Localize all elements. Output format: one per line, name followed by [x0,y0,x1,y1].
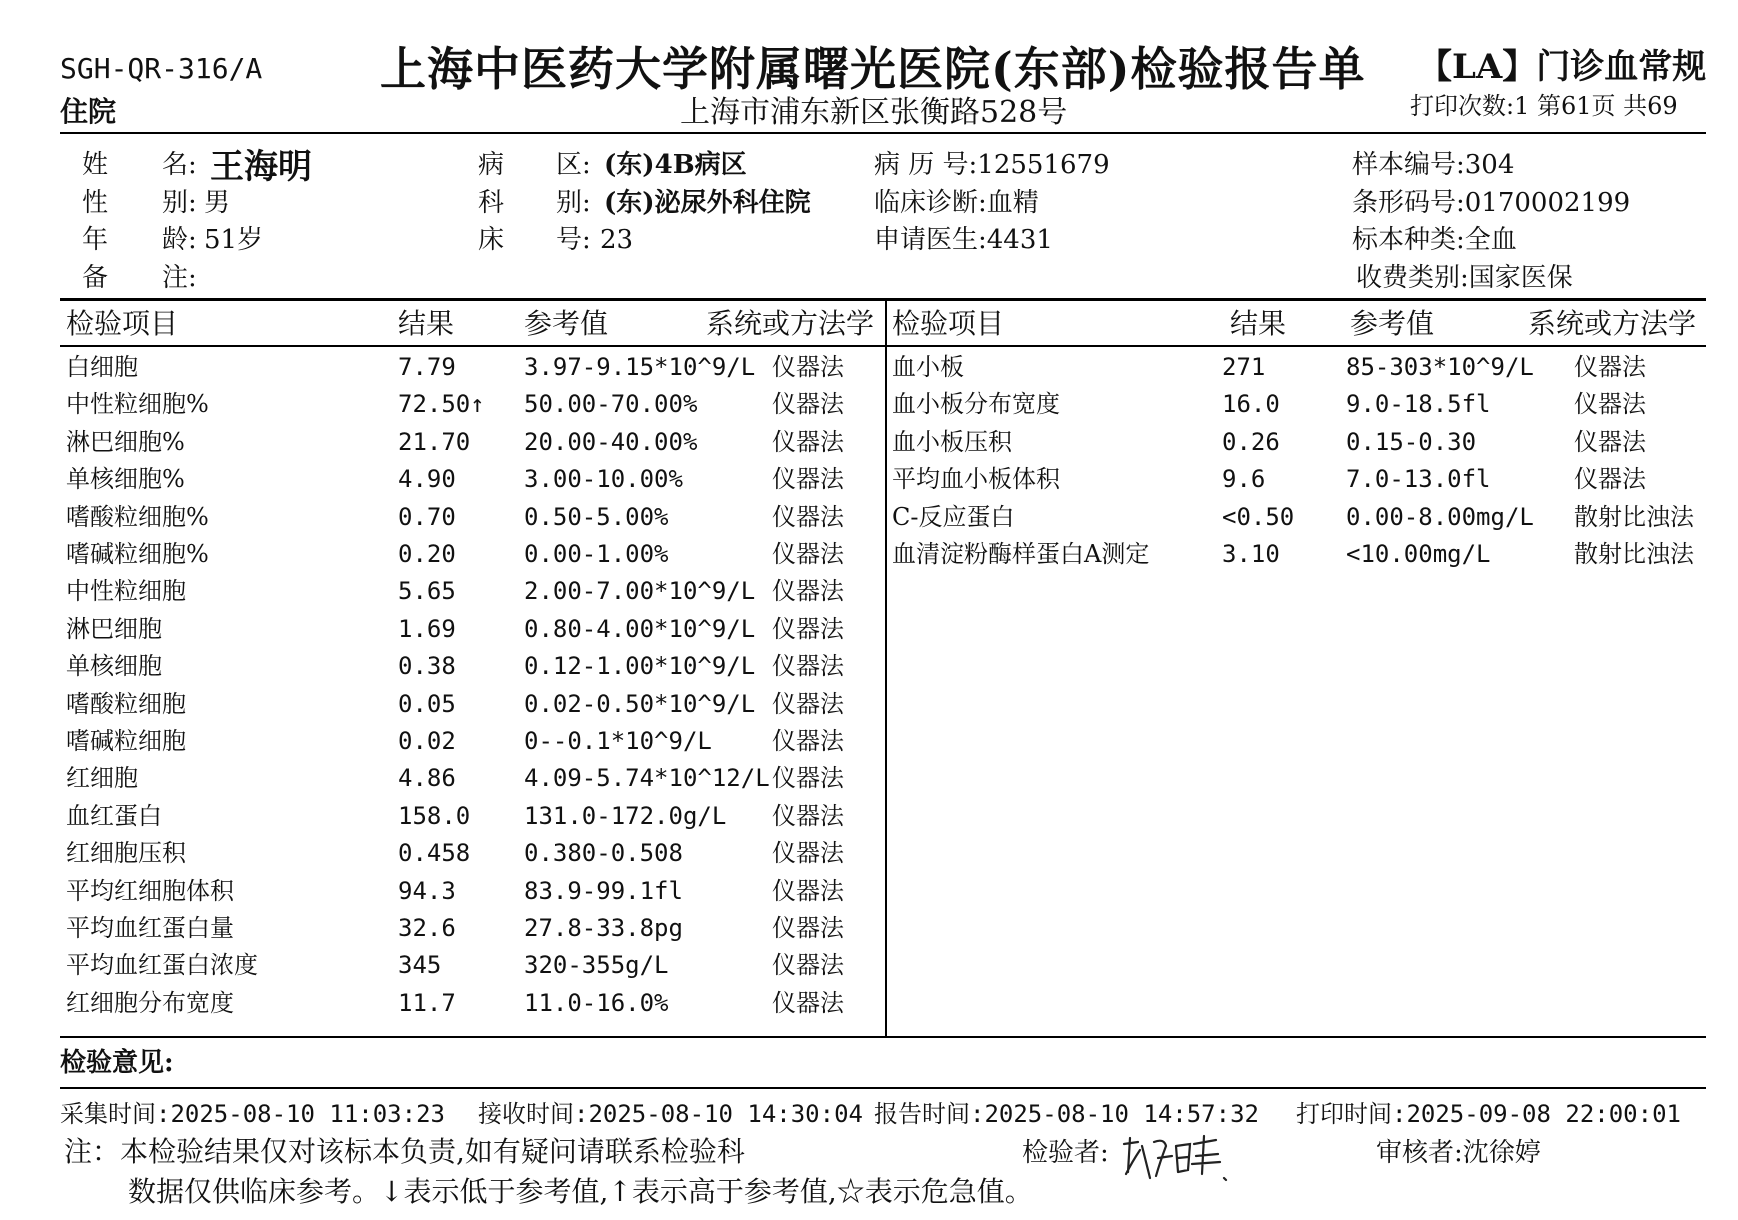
method: 仪器法 [1574,465,1646,494]
header-divider [60,132,1706,134]
method: 仪器法 [772,390,844,419]
method: 仪器法 [772,540,844,568]
result-value: 5.65 [398,577,456,606]
result-value: 0.458 [398,839,471,868]
item-name: 红细胞分布宽度 [66,988,234,1017]
reference-range: 0.80-4.00*10^9/L [524,614,756,643]
reference-range: 4.09-5.74*10^12/L [524,764,770,793]
medical-record-no: 病 历 号:12551679 [874,150,1110,180]
ward-label-2: 区: [556,150,591,180]
method: 仪器法 [772,577,844,606]
result-value: <0.50 [1222,502,1295,531]
reference-range: 0.12-1.00*10^9/L [524,652,756,681]
result-value: 0.05 [398,689,456,718]
method: 仪器法 [772,465,844,494]
patient-bed: 23 [600,225,634,255]
bed-label-2: 号: [556,225,591,255]
reference-range: 85-303*10^9/L [1346,353,1534,381]
header-item: 检验项目 [66,307,179,340]
method: 仪器法 [772,652,844,681]
patient-ward: (东)4B病区 [604,150,747,180]
method: 仪器法 [1574,353,1646,381]
report-type: 【LA】门诊血常规 [1418,47,1707,87]
reference-range: 3.97-9.15*10^9/L [524,353,756,381]
item-name: 单核细胞 [66,652,162,681]
item-name: 红细胞 [66,764,138,793]
report-title: 上海中医药大学附属曙光医院(东部)检验报告单 [380,42,1366,96]
collect-time: 采集时间:2025-08-10 11:03:23 [60,1100,445,1128]
method: 仪器法 [1574,427,1646,456]
item-name: 中性粒细胞 [66,577,186,606]
result-value: 9.6 [1222,465,1266,494]
name-label-2: 名: [162,150,197,180]
result-value: 16.0 [1222,390,1280,419]
result-value: 0.70 [398,502,456,531]
reference-range: 0.15-0.30 [1346,427,1477,456]
sex-label-2: 别: [162,188,197,218]
reference-range: 9.0-18.5fl [1346,390,1491,419]
reference-range: 320-355g/L [524,951,669,980]
clinical-diagnosis: 临床诊断:血精 [874,188,1039,218]
reference-range: 0.380-0.508 [524,839,683,868]
result-value: 0.20 [398,540,456,568]
reference-range: 0.02-0.50*10^9/L [524,689,756,718]
reference-range: 7.0-13.0fl [1346,465,1491,494]
reference-range: 3.00-10.00% [524,465,683,494]
item-name: C-反应蛋白 [892,502,1015,531]
table-header-divider [60,345,1706,347]
opinion-divider [60,1087,1706,1089]
item-name: 淋巴细胞 [66,614,162,643]
reference-range: 0--0.1*10^9/L [524,727,712,755]
result-value: 1.69 [398,614,456,643]
item-name: 白细胞 [66,353,138,381]
form-code: SGH-QR-316/A [60,52,263,85]
sex-label-1: 性 [82,188,109,218]
reference-range: 0.00-8.00mg/L [1346,502,1534,531]
method: 仪器法 [772,764,844,793]
result-value: 158.0 [398,801,471,830]
header-result: 结果 [1230,307,1287,340]
method: 仪器法 [772,727,844,755]
reference-range: 0.00-1.00% [524,540,669,568]
method: 散射比浊法 [1574,502,1694,531]
result-value: 7.79 [398,353,456,381]
result-value: 4.90 [398,465,456,494]
header-reference: 参考值 [524,307,609,340]
result-value: 0.38 [398,652,456,681]
barcode-number: 条形码号:0170002199 [1352,188,1631,218]
age-label-1: 年 [82,225,109,255]
method: 仪器法 [772,427,844,456]
opinion-label: 检验意见: [60,1048,174,1078]
fee-type: 收费类别:国家医保 [1356,263,1573,293]
item-name: 嗜碱粒细胞% [66,540,209,568]
header-method: 系统或方法学 [706,307,875,340]
ward-label-1: 病 [478,150,505,180]
result-value: 72.50↑ [398,390,485,419]
reference-range: 20.00-40.00% [524,427,698,456]
item-name: 嗜碱粒细胞 [66,727,186,755]
reference-range: 83.9-99.1fl [524,876,683,905]
method: 仪器法 [772,353,844,381]
result-value: 21.70 [398,427,471,456]
ward-type: 住院 [60,95,117,128]
method: 仪器法 [772,801,844,830]
result-value: 271 [1222,353,1266,381]
item-name: 血小板 [892,353,964,381]
result-value: 4.86 [398,764,456,793]
reference-range: 50.00-70.00% [524,390,698,419]
table-top-border [60,298,1706,301]
patient-dept: (东)泌尿外科住院 [604,188,811,218]
reference-range: 2.00-7.00*10^9/L [524,577,756,606]
reference-range: <10.00mg/L [1346,540,1491,568]
result-value: 0.26 [1222,427,1280,456]
item-name: 血红蛋白 [66,801,162,830]
dept-label-1: 科 [478,188,505,218]
method: 仪器法 [772,876,844,905]
note-label-1: 备 [82,263,109,293]
requesting-doctor: 申请医生:4431 [874,225,1053,255]
item-name: 嗜酸粒细胞 [66,689,186,718]
patient-age: 51岁 [204,225,264,255]
header-result: 结果 [398,307,455,340]
item-name: 平均血小板体积 [892,465,1060,494]
method: 仪器法 [772,914,844,942]
note-line-1: 注：本检验结果仅对该标本负责,如有疑问请联系检验科 [64,1135,745,1168]
print-info: 打印次数:1 第61页 共69 [1410,92,1678,120]
result-value: 11.7 [398,988,456,1017]
note-line-2: 数据仅供临床参考。↓表示低于参考值,↑表示高于参考值,☆表示危急值。 [128,1175,1033,1208]
header-item: 检验项目 [892,307,1005,340]
item-name: 平均血红蛋白量 [66,914,234,942]
result-value: 32.6 [398,914,456,942]
reference-range: 0.50-5.00% [524,502,669,531]
item-name: 嗜酸粒细胞% [66,502,209,531]
result-value: 0.02 [398,727,456,755]
note-label-2: 注: [162,263,197,293]
method: 仪器法 [772,614,844,643]
item-name: 血小板分布宽度 [892,390,1060,419]
method: 仪器法 [772,502,844,531]
sample-type: 标本种类:全血 [1352,225,1517,255]
dept-label-2: 别: [556,188,591,218]
patient-sex: 男 [204,188,231,218]
item-name: 红细胞压积 [66,839,186,868]
examiner-label: 检验者: [1022,1138,1109,1168]
table-bottom-border [60,1036,1706,1038]
bed-label-1: 床 [478,225,505,255]
result-value: 94.3 [398,876,456,905]
print-time: 打印时间:2025-09-08 22:00:01 [1296,1100,1681,1128]
method: 仪器法 [1574,390,1646,419]
reviewer: 审核者:沈徐婷 [1376,1138,1541,1168]
item-name: 淋巴细胞% [66,427,185,456]
header-method: 系统或方法学 [1528,307,1697,340]
item-name: 中性粒细胞% [66,390,209,419]
item-name: 血小板压积 [892,427,1012,456]
name-label-1: 姓 [82,150,109,180]
item-name: 平均血红蛋白浓度 [66,951,258,980]
report-time: 报告时间:2025-08-10 14:57:32 [874,1100,1259,1128]
reference-range: 131.0-172.0g/L [524,801,727,830]
method: 仪器法 [772,689,844,718]
method: 散射比浊法 [1574,540,1694,568]
item-name: 血清淀粉酶样蛋白A测定 [892,540,1150,568]
method: 仪器法 [772,988,844,1017]
receive-time: 接收时间:2025-08-10 14:30:04 [478,1100,863,1128]
item-name: 平均红细胞体积 [66,876,234,905]
sample-number: 样本编号:304 [1352,150,1515,180]
item-name: 单核细胞% [66,465,185,494]
reference-range: 27.8-33.8pg [524,914,683,942]
table-center-divider [885,300,887,1037]
reference-range: 11.0-16.0% [524,988,669,1017]
result-value: 345 [398,951,442,980]
age-label-2: 龄: [162,225,197,255]
patient-name: 王海明 [210,147,312,187]
header-reference: 参考值 [1350,307,1435,340]
method: 仪器法 [772,839,844,868]
examiner-signature [1120,1132,1240,1184]
result-value: 3.10 [1222,540,1280,568]
method: 仪器法 [772,951,844,980]
hospital-address: 上海市浦东新区张衡路528号 [680,95,1068,130]
